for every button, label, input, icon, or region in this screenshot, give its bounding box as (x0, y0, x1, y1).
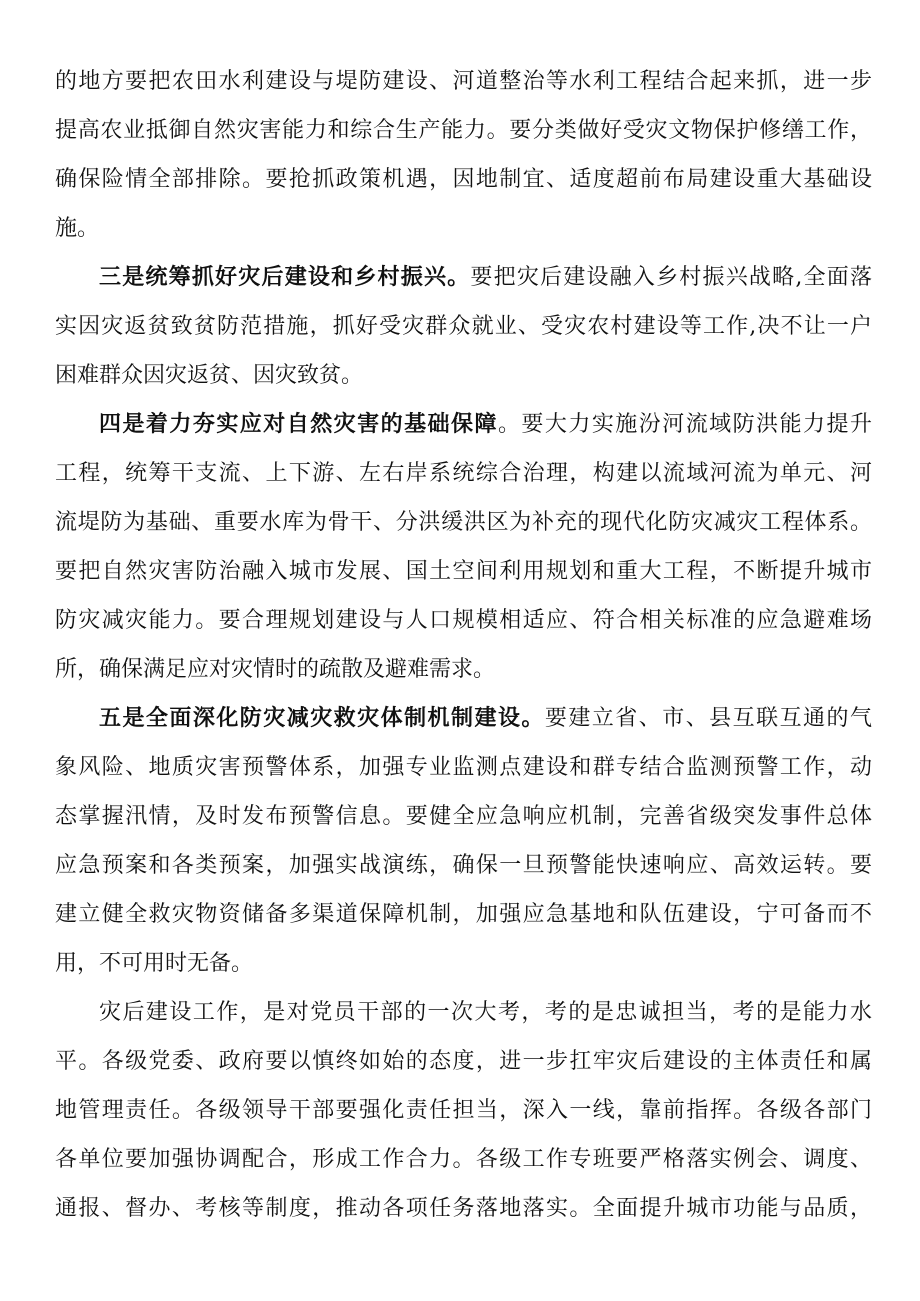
text-line (55, 57, 872, 106)
text-line (55, 155, 872, 204)
text-line (55, 743, 872, 792)
text-line (55, 1184, 872, 1233)
line-text: 用，不可用时无备。 (55, 951, 254, 976)
line-text: 建立健全救灾物资储备多渠道保障机制，加强应急基地和队伍建设，宁可备而不 (55, 902, 872, 927)
line-text: 提高农业抵御自然灾害能力和综合生产能力。要分类做好受灾文物保护修缮工作， (55, 118, 872, 143)
paragraph-heading-line (55, 253, 872, 302)
text-line (55, 841, 872, 890)
line-text: 应急预案和各类预案，加强实战演练，确保一旦预警能快速响应、高效运转。要 (55, 853, 872, 878)
line-text: 要建立省、市、县互联互通的气 (544, 706, 872, 731)
text-line (55, 890, 872, 939)
line-text: 施。 (55, 216, 100, 241)
text-line (55, 939, 872, 988)
line-text: 工程，统筹干支流、上下游、左右岸系统综合治理，构建以流域河流为单元、河 (55, 461, 872, 486)
line-text: 平。各级党委、政府要以慎终如始的态度，进一步扛牢灾后建设的主体责任和属 (55, 1049, 872, 1074)
line-text: 通报、督办、考核等制度，推动各项任务落地落实。全面提升城市功能与品质， (55, 1196, 872, 1221)
line-text: 。要大力实施汾河流域防洪能力提升 (497, 412, 872, 437)
line-text: 地管理责任。各级领导干部要强化责任担当，深入一线，靠前指挥。各级各部门 (55, 1098, 872, 1123)
text-line (55, 645, 872, 694)
paragraph-heading: 三是统筹抓好灾后建设和乡村振兴。 (99, 265, 471, 290)
paragraph-heading-line (55, 400, 872, 449)
text-line (55, 1037, 872, 1086)
text-line (55, 792, 872, 841)
text-line (55, 106, 872, 155)
text-line (55, 596, 872, 645)
line-text: 流堤防为基础、重要水库为骨干、分洪缓洪区为补充的现代化防灾减灾工程体系。 (55, 510, 872, 535)
line-text: 的地方要把农田水利建设与堤防建设、河道整治等水利工程结合起来抓，进一步 (55, 69, 872, 94)
text-line (55, 302, 872, 351)
line-text: 困难群众因灾返贫、因灾致贫。 (55, 363, 364, 388)
text-line (55, 547, 872, 596)
line-text: 所，确保满足应对灾情时的疏散及避难需求。 (55, 657, 496, 682)
text-line (55, 1086, 872, 1135)
text-line (55, 351, 872, 400)
text-line (55, 449, 872, 498)
text-line (55, 498, 872, 547)
paragraph-heading: 五是全面深化防灾减灾救灾体制机制建设。 (99, 706, 545, 731)
text-line (55, 204, 872, 253)
document-body (55, 57, 872, 1233)
text-line (55, 988, 872, 1037)
line-text: 要把自然灾害防治融入城市发展、国土空间利用规划和重大工程，不断提升城市 (55, 559, 872, 584)
line-text: 态掌握汛情，及时发布预警信息。要健全应急响应机制，完善省级突发事件总体 (55, 804, 872, 829)
line-text: 确保险情全部排除。要抢抓政策机遇，因地制宜、适度超前布局建设重大基础设 (55, 167, 872, 192)
line-text: 防灾减灾能力。要合理规划建设与人口规模相适应、符合相关标准的应急避难场 (55, 608, 872, 633)
line-text: 实因灾返贫致贫防范措施，抓好受灾群众就业、受灾农村建设等工作,决不让一户 (55, 314, 872, 339)
line-text: 灾后建设工作，是对党员干部的一次大考，考的是忠诚担当，考的是能力水 (99, 1000, 872, 1025)
line-text: 象风险、地质灾害预警体系，加强专业监测点建设和群专结合监测预警工作，动 (55, 755, 872, 780)
text-line (55, 1135, 872, 1184)
line-text: 各单位要加强协调配合，形成工作合力。各级工作专班要严格落实例会、调度、 (55, 1147, 872, 1172)
paragraph-heading-line (55, 694, 872, 743)
line-text: 要把灾后建设融入乡村振兴战略,全面落 (470, 265, 872, 290)
paragraph-heading: 四是着力夯实应对自然灾害的基础保障 (99, 412, 498, 437)
